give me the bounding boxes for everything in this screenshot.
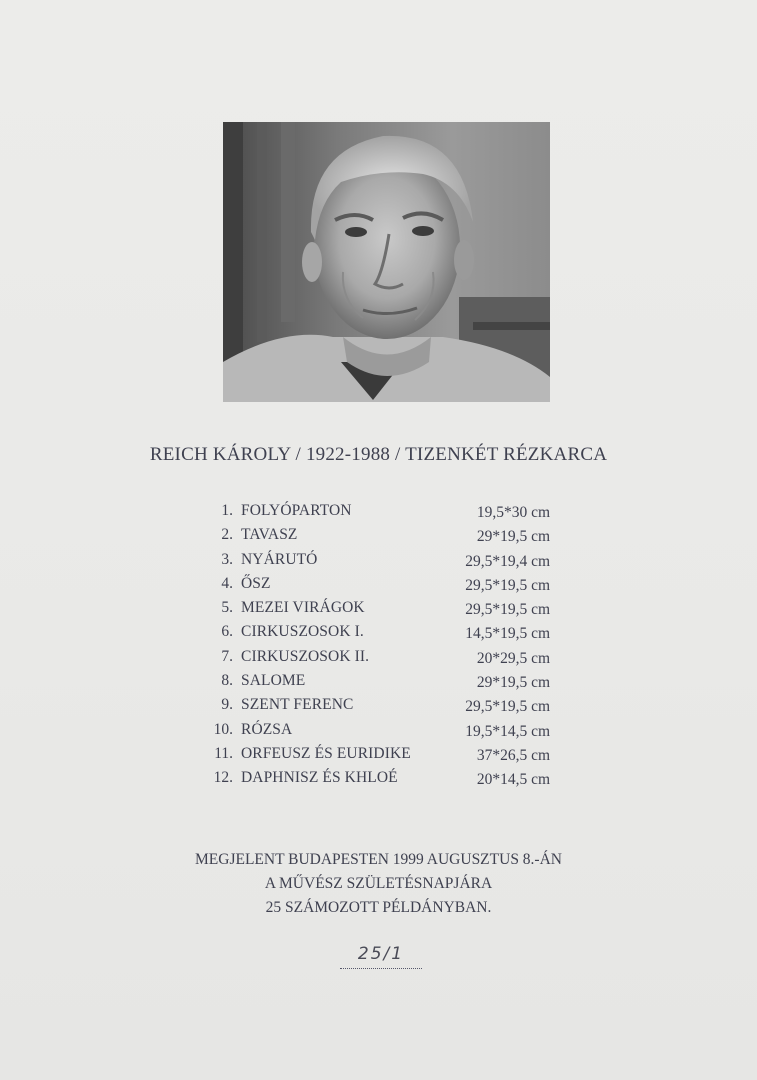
item-number: 5. [221, 599, 233, 617]
works-list [0, 502, 757, 794]
item-dimensions: 19,5*14,5 cm [465, 722, 550, 740]
list-item [0, 575, 757, 599]
publication-note [0, 848, 757, 920]
list-item [0, 769, 757, 793]
item-number: 9. [221, 696, 233, 714]
item-dimensions: 29,5*19,5 cm [465, 601, 550, 619]
item-title: TAVASZ [241, 526, 298, 544]
item-dimensions: 20*14,5 cm [476, 771, 550, 789]
dotted-line [340, 968, 422, 969]
list-item [0, 526, 757, 550]
item-title: RÓZSA [241, 720, 293, 738]
list-item [0, 551, 757, 575]
item-dimensions: 14,5*19,5 cm [465, 625, 550, 643]
portrait-photo [223, 122, 550, 402]
list-item [0, 745, 757, 769]
item-number: 7. [221, 647, 233, 665]
list-item [0, 648, 757, 672]
item-number: 6. [221, 623, 233, 641]
item-title: DAPHNISZ ÉS KHLOÉ [241, 769, 398, 787]
list-item [0, 721, 757, 745]
item-number: 10. [213, 720, 233, 738]
item-dimensions: 29,5*19,5 cm [465, 698, 550, 716]
item-number: 2. [221, 526, 233, 544]
item-number: 8. [221, 672, 233, 690]
publication-line: A MŰVÉSZ SZÜLETÉSNAPJÁRA [264, 875, 493, 892]
list-item [0, 623, 757, 647]
publication-line: 25 SZÁMOZOTT PÉLDÁNYBAN. [265, 899, 492, 916]
list-item [0, 696, 757, 720]
item-number: 1. [221, 502, 233, 519]
item-title: SALOME [241, 672, 306, 690]
item-title: FOLYÓPARTON [241, 502, 352, 519]
item-number: 3. [221, 550, 233, 568]
list-item [0, 672, 757, 696]
item-dimensions: 37*26,5 cm [476, 746, 550, 764]
list-item [0, 502, 757, 526]
portrait-image [223, 122, 550, 402]
publication-line: MEGJELENT BUDAPESTEN 1999 AUGUSZTUS 8.-ÁN [195, 851, 562, 868]
document-title: REICH KÁROLY / 1922-1988 / TIZENKÉT RÉZKARCA [149, 444, 608, 465]
item-title: CIRKUSZOSOK II. [241, 647, 370, 665]
item-dimensions: 20*29,5 cm [476, 649, 550, 667]
item-dimensions: 29*19,5 cm [476, 674, 550, 692]
item-dimensions: 29,5*19,4 cm [465, 552, 550, 570]
edition-number [340, 944, 422, 970]
item-title: ŐSZ [241, 574, 271, 592]
item-number: 11. [214, 744, 233, 762]
item-title: MEZEI VIRÁGOK [241, 599, 365, 617]
item-title: NYÁRUTÓ [241, 550, 318, 568]
item-title: CIRKUSZOSOK I. [241, 623, 364, 641]
item-number: 4. [221, 574, 233, 592]
handwritten-number: 25/1 [357, 944, 405, 964]
item-title: ORFEUSZ ÉS EURIDIKE [241, 744, 411, 762]
item-title: SZENT FERENC [241, 696, 354, 714]
list-item [0, 599, 757, 623]
item-dimensions: 29*19,5 cm [476, 528, 550, 546]
item-dimensions: 29,5*19,5 cm [465, 576, 550, 594]
item-dimensions: 19,5*30 cm [476, 504, 550, 521]
item-number: 12. [213, 769, 233, 787]
